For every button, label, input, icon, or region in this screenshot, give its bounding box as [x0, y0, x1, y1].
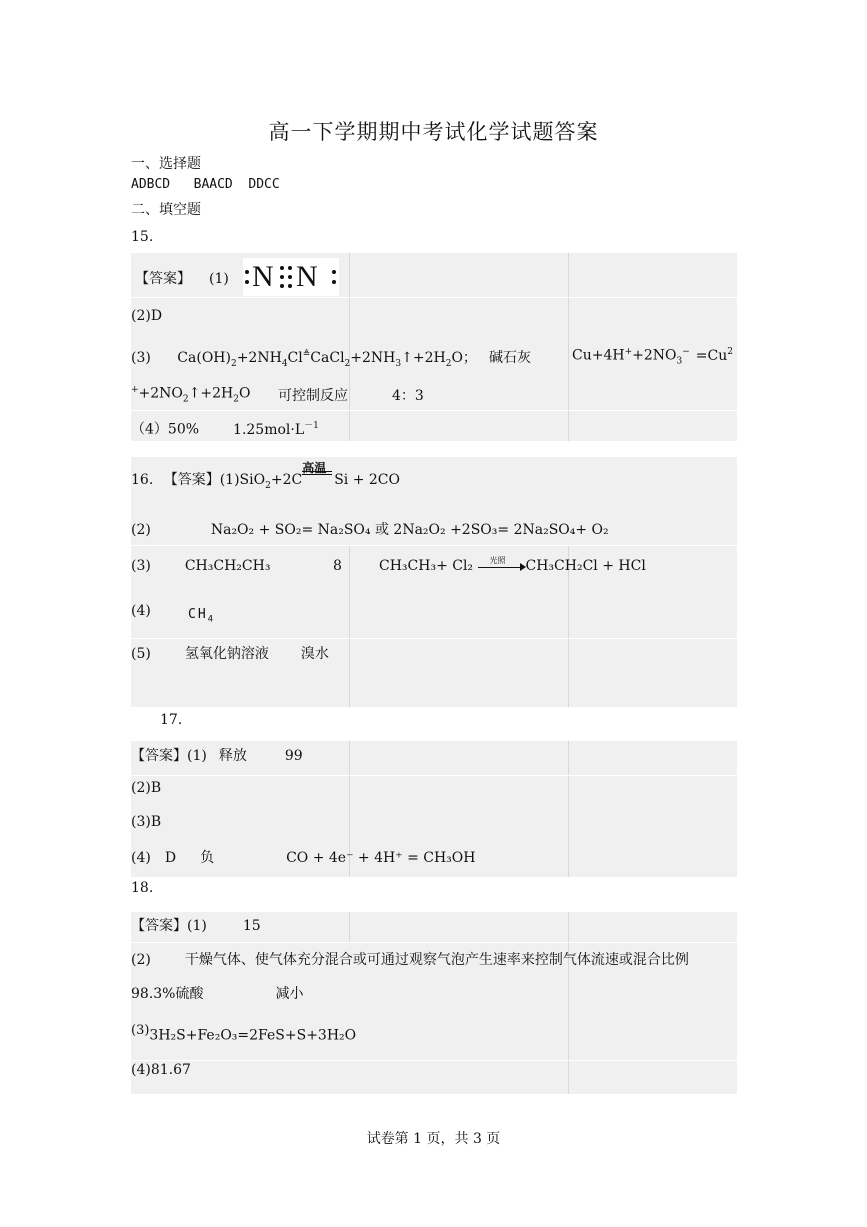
- grid-line: [349, 912, 350, 942]
- grid-line: [568, 741, 569, 877]
- answer-tag: 【答案】 (1): [135, 271, 229, 287]
- grid-line: [349, 545, 350, 707]
- page-footer: 试卷第 1 页，共 3 页: [366, 1131, 501, 1147]
- grid-line: [131, 942, 737, 943]
- q17-part2: (2)B: [131, 780, 162, 796]
- page-title: 高一下学期期中考试化学试题答案: [268, 120, 599, 144]
- question-number: 15.: [131, 229, 154, 245]
- q15-part4: （4）50% $1.25mol\cdot L^{-1}$: [131, 421, 319, 438]
- n2-electron-dot-formula: N N: [243, 258, 339, 296]
- section-choice-heading: 一、选择题: [131, 156, 201, 172]
- q16-part1: 16. 【答案】(1)SiO$_2$+2C 高温 Si + 2CO: [131, 461, 400, 491]
- grid-line: [568, 912, 569, 1094]
- grid-line: [131, 545, 737, 546]
- q15-advantage: 可控制反应: [278, 388, 348, 404]
- q16-part3-count: 8: [333, 558, 342, 574]
- q16-part2: (2) Na₂O₂ + SO₂= Na₂SO₄ 或 2Na₂O₂ +2SO₃= 2Na₂SO₄+ O₂: [131, 522, 609, 538]
- grid-line: [568, 253, 569, 441]
- q16-part5: (5) 氢氧化钠溶液 溴水: [131, 646, 329, 662]
- grid-line: [131, 297, 737, 298]
- q17-part4: (4) D 负 CO + 4e⁻ + 4H⁺ = CH₃OH: [131, 850, 476, 866]
- q15-reagent: 碱石灰: [489, 350, 531, 366]
- grid-line: [131, 638, 737, 639]
- q18-part4: (4)81.67: [131, 1062, 191, 1078]
- q18-part2: (2) 干燥气体、使气体充分混合或可通过观察气泡产生速率来控制气体流速或混合比例: [131, 952, 689, 968]
- choice-answers: ADBCD BAACD DDCC: [131, 177, 280, 192]
- q18-part2-cont: 98.3%硫酸 减小: [131, 986, 304, 1002]
- grid-line: [131, 410, 737, 411]
- question-number: 17.: [160, 712, 183, 728]
- q16-part4-label: (4): [131, 603, 151, 619]
- q18-part3: $^{(3)}$3H₂S+Fe₂O₃=2FeS+S+3H₂O: [131, 1023, 357, 1044]
- grid-line: [131, 1060, 737, 1061]
- question-number: 18.: [131, 880, 154, 896]
- q15-ratio: 4：3: [392, 388, 424, 404]
- q15-part3-equation: (3) $Ca(OH)_2+2NH_4Cl^≜CaCl_2+2NH_3↑+2H_2O$；: [131, 349, 477, 369]
- reaction-arrow-icon: 光照: [478, 561, 526, 571]
- q17-part1: 【答案】(1) 释放 99: [131, 748, 303, 764]
- q15-ionic-equation: $Cu+4H^++2NO_3^- =Cu^2$: [572, 347, 733, 367]
- q18-part1: 【答案】(1) 15: [131, 918, 261, 934]
- q17-part3: (3)B: [131, 814, 162, 830]
- q16-answer-block: [131, 457, 737, 707]
- section-fill-heading: 二、填空题: [131, 202, 201, 218]
- q16-part3: (3) CH₃CH₂CH₃: [131, 558, 271, 574]
- q16-part4-formula: $CH_4$: [188, 607, 216, 625]
- q15-part2: (2)D: [131, 308, 163, 324]
- grid-line: [131, 775, 737, 776]
- q16-part3-equation: CH₃CH₃+ Cl₂ 光照 CH₃CH₂Cl + HCl: [379, 556, 646, 574]
- q18-answer-block: [131, 912, 737, 1094]
- q15-ionic-equation-cont: $^++2NO_2↑+2H_2O$: [131, 385, 251, 405]
